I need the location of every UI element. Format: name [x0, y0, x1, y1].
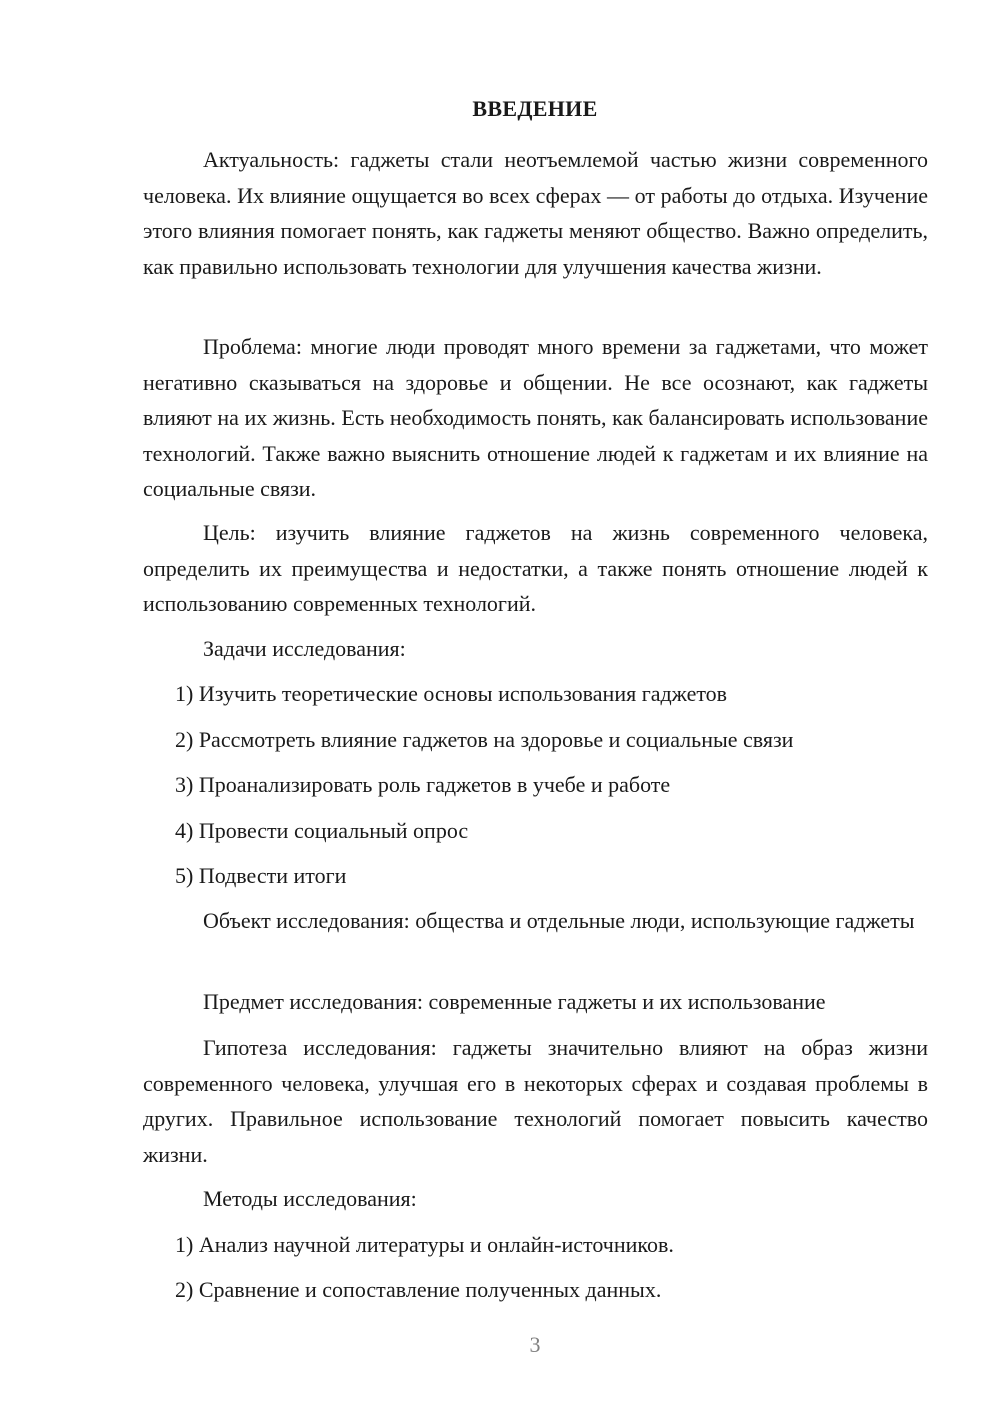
task-item-3: 3) Проанализировать роль гаджетов в учебе и работе: [175, 772, 671, 797]
subject-paragraph: Предмет исследования: современные гаджеты и их использование: [203, 989, 826, 1014]
task-item-4: 4) Провести социальный опрос: [175, 818, 469, 843]
task-item-2: 2) Рассмотреть влияние гаджетов на здоровье и социальные связи: [175, 727, 794, 752]
section-heading: ВВЕДЕНИЕ: [472, 96, 598, 121]
task-item-5: 5) Подвести итоги: [175, 863, 347, 888]
tasks-title: Задачи исследования:: [203, 636, 406, 661]
problem-paragraph: Проблема: многие люди проводят много времени за гаджетами, что может негативно сказываться на здоровье и общении. Не все осознают, как гаджеты влияют на их жизнь. Есть необходимость понять, как балансировать использование технологий. Также важно выяснить отношение людей к гаджетам и их влияние на социальные связи.: [143, 334, 928, 501]
goal-paragraph: Цель: изучить влияние гаджетов на жизнь современного человека, определить их преимущества и недостатки, а также понять отношение людей к использованию современных технологий.: [143, 520, 928, 616]
method-item-2: 2) Сравнение и сопоставление полученных данных.: [175, 1277, 662, 1302]
hypothesis-paragraph: Гипотеза исследования: гаджеты значительно влияют на образ жизни современного человека, улучшая его в некоторых сферах и создавая проблемы в других. Правильное использование технологий помогает повысить качество жизни.: [143, 1035, 928, 1167]
page-number: 3: [529, 1332, 541, 1357]
methods-title: Методы исследования:: [203, 1186, 417, 1211]
method-item-1: 1) Анализ научной литературы и онлайн-источников.: [175, 1232, 674, 1257]
object-paragraph: Объект исследования: общества и отдельные люди, использующие гаджеты: [203, 908, 915, 933]
relevance-paragraph: Актуальность: гаджеты стали неотъемлемой частью жизни современного человека. Их влияние ощущается во всех сферах — от работы до отдыха. Изучение этого влияния помогает понять, как гаджеты меняют общество. Важно определить, как правильно использовать технологии для улучшения качества жизни.: [143, 147, 928, 279]
task-item-1: 1) Изучить теоретические основы использования гаджетов: [175, 681, 728, 706]
